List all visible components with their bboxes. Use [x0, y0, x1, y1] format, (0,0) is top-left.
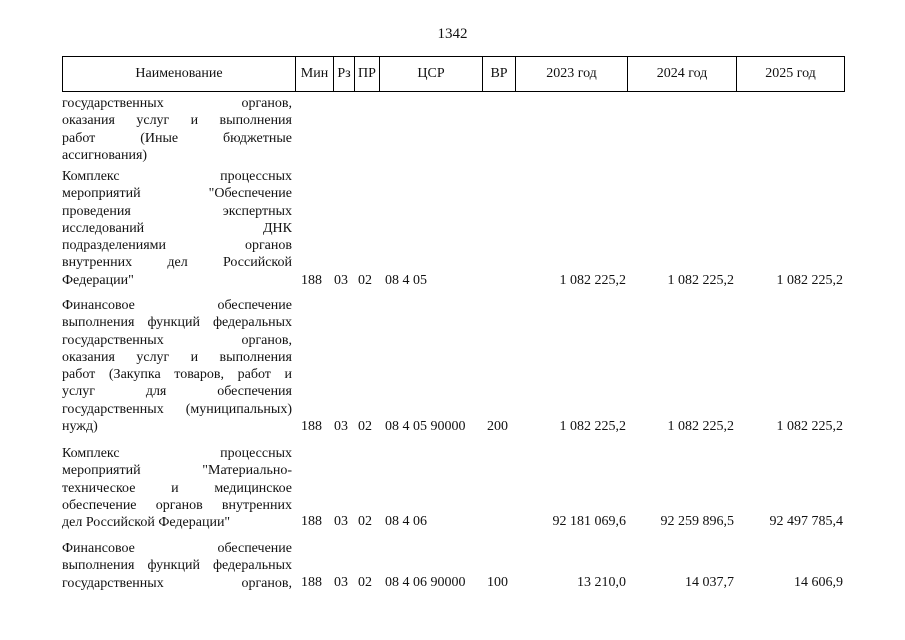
row-1-2024: 1 082 225,2 — [667, 273, 734, 288]
row-1-name-line-2: проведения экспертных — [62, 203, 292, 219]
row-2-name-line-1: выполнения функций федеральных — [62, 315, 292, 331]
header-vr: ВР — [483, 57, 516, 91]
row-4-name-line-1: выполнения функций федеральных — [62, 558, 292, 574]
row-4-name — [62, 540, 292, 592]
header-pr: ПР — [355, 57, 380, 91]
row-2-pr: 02 — [358, 419, 372, 434]
row-3-name-line-1: мероприятий "Материально- — [62, 463, 292, 479]
row-1-name-line-5: внутренних дел Российской — [62, 255, 292, 271]
row-4-csr: 08 4 06 90000 — [385, 575, 466, 590]
row-0-name-line-1: оказания услуг и выполнения — [62, 113, 292, 129]
row-1-2025: 1 082 225,2 — [776, 273, 843, 288]
row-2-2025: 1 082 225,2 — [776, 419, 843, 434]
row-4-rz: 03 — [334, 575, 348, 590]
header-rz: Рз — [334, 57, 355, 91]
row-2-rz: 03 — [334, 419, 348, 434]
row-3-name-line-3: обеспечение органов внутренних — [62, 497, 292, 513]
row-2-name-line-4: работ (Закупка товаров, работ и — [62, 367, 292, 383]
row-1-min: 188 — [301, 273, 322, 288]
row-1-2023: 1 082 225,2 — [559, 273, 626, 288]
row-1-pr: 02 — [358, 273, 372, 288]
row-4-pr: 02 — [358, 575, 372, 590]
row-3-rz: 03 — [334, 514, 348, 529]
row-4-name-line-0: Финансовое обеспечение — [62, 541, 292, 556]
row-3-name — [62, 445, 292, 531]
row-1-name-line-3: исследований ДНК — [62, 220, 292, 236]
row-2-name-line-0: Финансовое обеспечение — [62, 298, 292, 313]
row-3-2023: 92 181 069,6 — [552, 514, 626, 529]
row-1-name-line-4: подразделениями органов — [62, 238, 292, 254]
row-4-min: 188 — [301, 575, 322, 590]
header-name: Наименование — [63, 57, 296, 91]
header-2024: 2024 год — [628, 57, 737, 91]
row-3-name-line-0: Комплекс процессных — [62, 446, 292, 461]
row-4-2025: 14 606,9 — [794, 575, 843, 590]
row-0-name-line-0: государственных органов, — [62, 96, 292, 111]
page-number: 1342 — [437, 26, 468, 42]
row-2-name-line-7: нужд) — [62, 419, 98, 435]
row-0-name-line-3: ассигнования) — [62, 147, 148, 163]
row-1-name-line-6: Федерации" — [62, 272, 134, 288]
row-4-name-line-2: государственных органов, — [62, 575, 292, 591]
row-4-2023: 13 210,0 — [577, 575, 626, 590]
row-1-rz: 03 — [334, 273, 348, 288]
header-min: Мин — [296, 57, 334, 91]
row-4-2024: 14 037,7 — [685, 575, 734, 590]
row-2-name-line-6: государственных (муниципальных) — [62, 401, 292, 417]
row-3-name-line-4: дел Российской Федерации" — [62, 515, 231, 531]
row-3-pr: 02 — [358, 514, 372, 529]
row-2-csr: 08 4 05 90000 — [385, 419, 466, 434]
row-2-name-line-5: услуг для обеспечения — [62, 384, 292, 400]
row-2-name-line-2: государственных органов, — [62, 332, 292, 348]
table-header — [62, 56, 845, 92]
row-2-name-line-3: оказания услуг и выполнения — [62, 349, 292, 365]
row-2-2023: 1 082 225,2 — [559, 419, 626, 434]
row-3-2025: 92 497 785,4 — [769, 514, 843, 529]
row-2-vr: 200 — [487, 419, 508, 434]
row-2-min: 188 — [301, 419, 322, 434]
row-0-name-line-2: работ (Иные бюджетные — [62, 130, 292, 146]
row-3-name-line-2: техническое и медицинское — [62, 480, 292, 496]
row-2-2024: 1 082 225,2 — [667, 419, 734, 434]
header-2023: 2023 год — [516, 57, 628, 91]
row-2-name — [62, 297, 292, 435]
row-1-name — [62, 168, 292, 289]
row-3-csr: 08 4 06 — [385, 514, 427, 529]
row-4-vr: 100 — [487, 575, 508, 590]
row-3-min: 188 — [301, 514, 322, 529]
row-1-name-line-1: мероприятий "Обеспечение — [62, 186, 292, 202]
header-csr: ЦСР — [380, 57, 483, 91]
row-0-name — [62, 95, 292, 164]
row-1-csr: 08 4 05 — [385, 273, 427, 288]
row-1-name-line-0: Комплекс процессных — [62, 169, 292, 184]
header-2025: 2025 год — [765, 66, 816, 81]
row-3-2024: 92 259 896,5 — [660, 514, 734, 529]
